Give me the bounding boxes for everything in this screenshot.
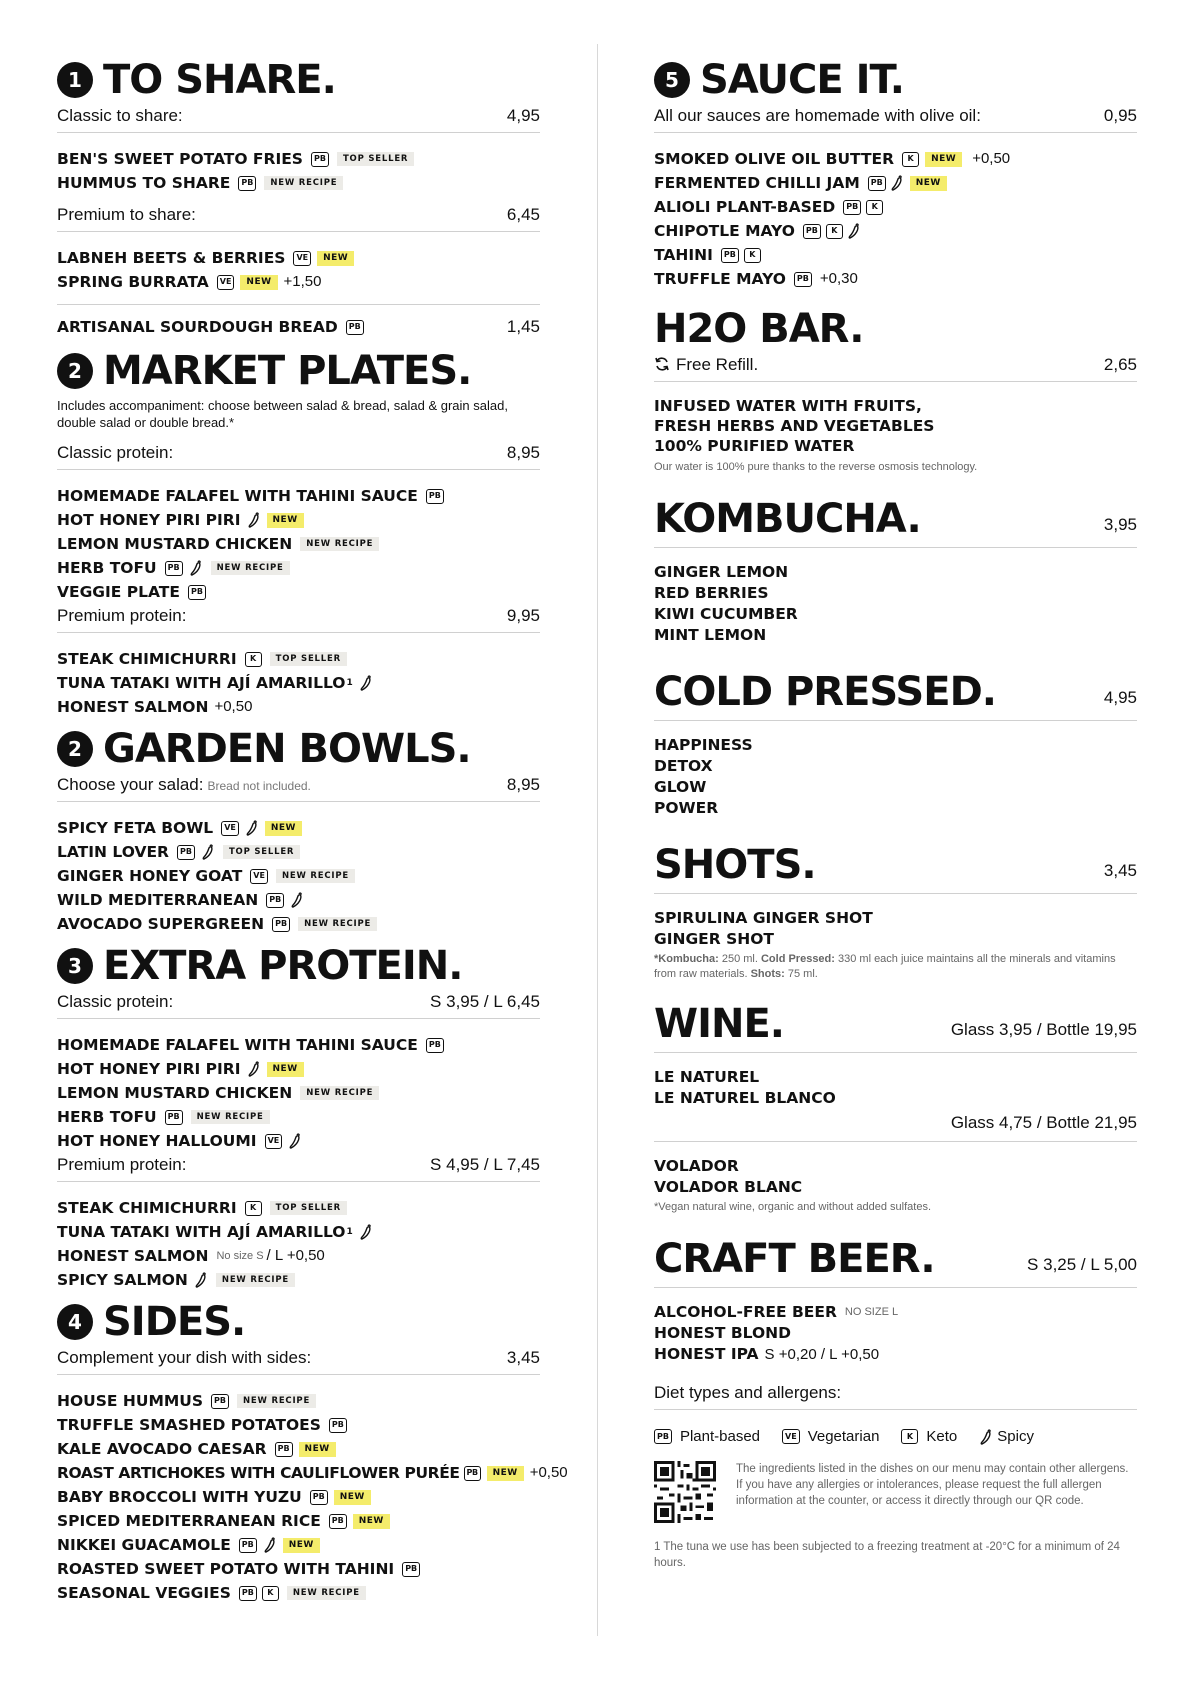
plant-based-icon: PB [868,176,886,191]
section-to-share [57,57,540,339]
section-title-text: EXTRA PROTEIN. [103,943,463,989]
price-label: Classic protein: [57,443,174,462]
price-row [654,106,1137,133]
menu-item: GINGER LEMON [654,563,789,581]
plant-based-icon: PB [311,152,329,167]
menu-item: KALE AVOCADO CAESAR PB NEW [57,1437,540,1461]
section-number: 2 [57,731,93,767]
price-value: Glass 3,95 / Bottle 19,95 [950,1020,1137,1039]
section-garden-bowls [57,726,540,936]
price-label: Classic protein: [57,992,174,1011]
section-shots [654,842,1137,982]
section-note: Includes accompaniment: choose between salad & bread, salad & grain salad, double salad or double bread.* [57,398,508,430]
section-title: CRAFT BEER. [654,1236,935,1282]
new-badge: NEW [265,821,302,836]
menu-item: HONEST IPA S +0,20 / L +0,50 [654,1345,880,1363]
menu-item: SPICY FETA BOWL VE NEW [57,816,540,840]
section-sides [57,1299,568,1605]
section-title-row [654,496,1137,548]
footnote-mark: 1 [346,1227,353,1237]
menu-item: LE NATUREL BLANCO [654,1089,836,1107]
price-label: Classic to share: [57,106,183,125]
diet-header [654,1383,1137,1410]
spicy-icon [359,1224,373,1240]
top-seller-badge: TOP SELLER [270,652,347,667]
section-number: 3 [57,948,93,984]
menu-item: AVOCADO SUPERGREEN PB NEW RECIPE [57,912,540,936]
keto-icon: K [902,152,919,167]
price-label: Complement your dish with sides: [57,1348,312,1367]
menu-item: LATIN LOVER PB TOP SELLER [57,840,540,864]
price-value: 0,95 [1103,106,1137,125]
new-recipe-badge: NEW RECIPE [300,1086,379,1101]
menu-item: VOLADOR [654,1157,739,1175]
plant-based-icon: PB [402,1562,420,1577]
menu-item: HERB TOFU PB NEW RECIPE [57,1105,540,1129]
plant-based-icon: PB [177,845,195,860]
menu-item: TAHINI PB K [654,243,1137,267]
new-badge: NEW [283,1538,320,1553]
menu-item: SPIRULINA GINGER SHOT [654,909,873,927]
price-row [57,992,540,1019]
menu-item: TRUFFLE MAYO PB +0,30 [654,267,1137,291]
section-title [654,306,1137,352]
menu-item: HONEST SALMON No size S / L +0,50 [57,1244,540,1268]
menu-item: SPRING BURRATA VE NEW +1,50 [57,270,540,294]
menu-item: LABNEH BEETS & BERRIES VE NEW [57,246,540,270]
section-title: KOMBUCHA. [654,496,921,542]
section-title [57,57,540,103]
menu-item: ALIOLI PLANT-BASED PB K [654,195,1137,219]
menu-item: ARTISANAL SOURDOUGH BREAD PB 1,45 [57,315,540,339]
top-seller-badge: TOP SELLER [223,845,300,860]
section-craft-beer [654,1236,1137,1365]
tuna-footnote: 1 The tuna we use has been subjected to a freezing treatment at -20°C for a minimum of 24 hours. [654,1541,1120,1569]
spicy-icon [245,820,259,836]
extra-price: / L +0,50 [266,1247,325,1264]
price-value: Glass 4,75 / Bottle 21,95 [654,1109,1137,1142]
price-value: 3,95 [1103,515,1137,534]
new-badge: NEW [925,152,962,167]
menu-item: HOT HONEY PIRI PIRI NEW [57,508,540,532]
menu-item: ALCOHOL-FREE BEER NO SIZE L [654,1303,899,1321]
plant-based-icon: PB [329,1514,347,1529]
new-recipe-badge: NEW RECIPE [237,1394,316,1409]
new-badge: NEW [910,176,947,191]
price-value: 9,95 [506,606,540,625]
keto-icon: K [245,652,262,667]
legend-item: Spicy [979,1428,1034,1445]
plant-based-icon: PB [426,489,444,504]
menu-item: HOT HONEY PIRI PIRI NEW [57,1057,540,1081]
new-badge: NEW [353,1514,390,1529]
menu-item: 100% PURIFIED WATER [654,437,855,455]
new-badge: NEW [267,1062,304,1077]
new-badge: NEW [487,1466,524,1481]
section-title [57,726,540,772]
price-value: S 4,95 / L 7,45 [430,1155,540,1174]
plant-based-icon: PB [165,1110,183,1125]
legend-item: PB Plant-based [654,1428,760,1445]
plant-based-icon: PB [346,320,364,335]
fine-print: *Vegan natural wine, organic and without added sulfates. [654,1201,932,1213]
section-title [57,1299,540,1345]
price-value: 8,95 [506,775,540,794]
section-number: 1 [57,62,93,98]
menu-item: LEMON MUSTARD CHICKEN NEW RECIPE [57,1081,540,1105]
menu-item: FRESH HERBS AND VEGETABLES [654,417,935,435]
item-list [57,647,540,719]
plant-based-icon: PB [211,1394,229,1409]
vegetarian-icon: VE [293,251,311,266]
no-size-note: NO SIZE L [844,1306,899,1318]
section-cold-pressed [654,669,1137,819]
price-row [57,443,540,470]
menu-item: WILD MEDITERRANEAN PB [57,888,540,912]
section-number: 4 [57,1304,93,1340]
plant-based-icon: PB [426,1038,444,1053]
extra-price: +0,50 [214,698,253,715]
section-wine [654,1001,1137,1215]
menu-item: SEASONAL VEGGIES PB K NEW RECIPE [57,1581,540,1605]
plant-based-icon: PB [310,1490,328,1505]
fine-print: *Kombucha: 250 ml. Cold Pressed: 330 ml each juice maintains all the minerals and vitamins from raw materials. Shots: 75 ml. [654,953,1116,980]
plant-based-icon: PB [239,1586,257,1601]
bread-note: Bread not included. [207,779,311,793]
new-badge: NEW [267,513,304,528]
menu-item: ROAST ARTICHOKES WITH CAULIFLOWER PURÉE PB NEW +0,50 [57,1461,540,1485]
vegetarian-icon: VE [217,275,235,290]
plant-based-icon: PB [464,1466,481,1481]
item-list [654,735,1137,819]
section-title-text: SIDES. [103,1299,246,1345]
refill-icon [654,356,670,372]
keto-icon: K [826,224,843,239]
section-title: WINE. [654,1001,784,1047]
price-label: Premium protein: [57,1155,187,1174]
item-list [57,1196,540,1292]
section-number: 5 [654,62,690,98]
plant-based-icon: PB [329,1418,347,1433]
menu-item: HOUSE HUMMUS PB NEW RECIPE [57,1389,540,1413]
item-list [57,1033,540,1153]
menu-item: HERB TOFU PB NEW RECIPE [57,556,540,580]
price-value: 6,45 [506,205,540,224]
price-row [57,606,540,633]
item-list [57,1389,568,1605]
menu-item: TUNA TATAKI WITH AJÍ AMARILLO 1 [57,671,540,695]
spicy-icon [247,1061,261,1077]
vegetarian-icon: VE [782,1429,800,1444]
menu-item: CHIPOTLE MAYO PB K [654,219,1137,243]
menu-item: STEAK CHIMICHURRI K TOP SELLER [57,1196,540,1220]
price-row [57,106,540,133]
menu-item: BEN'S SWEET POTATO FRIES PB TOP SELLER [57,147,540,171]
new-recipe-badge: NEW RECIPE [191,1110,270,1125]
spicy-icon [201,844,215,860]
section-h2o-bar [654,306,1137,475]
item-list [57,147,540,195]
plant-based-icon: PB [238,176,256,191]
item-list [654,147,1137,291]
plant-based-icon: PB [266,893,284,908]
price-value: 3,45 [506,1348,540,1367]
menu-item: HONEST BLOND [654,1324,791,1342]
section-title-row [654,842,1137,894]
new-recipe-badge: NEW RECIPE [216,1273,295,1288]
extra-price: S +0,20 / L +0,50 [764,1346,880,1363]
price-row [57,205,540,232]
section-title [57,348,540,394]
menu-item: HOMEMADE FALAFEL WITH TAHINI SAUCE PB [57,484,540,508]
menu-item: GLOW [654,778,707,796]
plant-based-icon: PB [188,585,206,600]
section-title-row [654,669,1137,721]
new-badge: NEW [240,275,277,290]
extra-price: +0,50 [972,150,1011,167]
price-row [57,1155,540,1182]
menu-item: HUMMUS TO SHARE PB NEW RECIPE [57,171,540,195]
spicy-icon [263,1537,277,1553]
menu-item: LE NATUREL [654,1068,760,1086]
qr-code-icon[interactable] [654,1461,716,1523]
diet-label: Diet types and allergens: [654,1383,842,1402]
section-title-row [654,1001,1137,1053]
allergen-disclaimer: The ingredients listed in the dishes on our menu may contain other allergens. If you have any allergies or intolerances, please request the full allergen information at the counter, or access it directly through our QR code. [736,1463,1129,1507]
price-label: Premium protein: [57,606,187,625]
price-label: Free Refill. [654,355,758,375]
section-title-text: GARDEN BOWLS. [103,726,471,772]
spicy-icon [847,223,861,239]
section-title [654,57,1137,103]
extra-price: +0,30 [819,270,858,287]
item-list [654,562,1137,646]
item-list [654,1156,1137,1198]
spicy-icon [290,892,304,908]
price-value: S 3,95 / L 6,45 [430,992,540,1011]
qr-block [654,1461,1137,1523]
new-badge: NEW [334,1490,371,1505]
price-value: 1,45 [506,317,540,336]
menu-item: SPICED MEDITERRANEAN RICE PB NEW [57,1509,540,1533]
menu-item: BABY BROCCOLI WITH YUZU PB NEW [57,1485,540,1509]
legend-item: VE Vegetarian [782,1428,879,1445]
section-number: 2 [57,353,93,389]
vegetarian-icon: VE [250,869,268,884]
spicy-icon [194,1272,208,1288]
item-list [57,484,540,604]
new-recipe-badge: NEW RECIPE [264,176,343,191]
plant-based-icon: PB [165,561,183,576]
menu-item: KIWI CUCUMBER [654,605,798,623]
extra-price: +0,50 [529,1464,568,1481]
section-title [57,943,540,989]
menu-item: HOT HONEY HALLOUMI VE [57,1129,540,1153]
plant-based-icon: PB [843,200,861,215]
menu-item: HOMEMADE FALAFEL WITH TAHINI SAUCE PB [57,1033,540,1057]
menu-item: LEMON MUSTARD CHICKEN NEW RECIPE [57,532,540,556]
menu-item: NIKKEI GUACAMOLE PB NEW [57,1533,540,1557]
keto-icon: K [901,1429,918,1444]
new-recipe-badge: NEW RECIPE [300,537,379,552]
spicy-icon [288,1133,302,1149]
plant-based-icon: PB [803,224,821,239]
new-recipe-badge: NEW RECIPE [298,917,377,932]
extra-price: +1,50 [283,273,322,290]
footnote-mark: 1 [346,678,353,688]
menu-item: HONEST SALMON +0,50 [57,695,540,719]
menu-item: SPICY SALMON NEW RECIPE [57,1268,540,1292]
plant-based-icon: PB [275,1442,293,1457]
section-title-text: TO SHARE. [103,57,336,103]
section-sauce-it [654,57,1137,291]
section-diet-types [654,1383,1137,1571]
price-label: Choose your salad: Bread not included. [57,775,311,794]
plant-based-icon: PB [794,272,812,287]
price-value: 4,95 [506,106,540,125]
menu-item: TRUFFLE SMASHED POTATOES PB [57,1413,540,1437]
section-title: SHOTS. [654,842,816,888]
section-title-text: SAUCE IT. [700,57,904,103]
price-label: Premium to share: [57,205,196,224]
spicy-icon [247,512,261,528]
price-row [57,1348,540,1375]
menu-item: GINGER SHOT [654,930,774,948]
price-value: 4,95 [1103,688,1137,707]
menu-item: STEAK CHIMICHURRI K TOP SELLER [57,647,540,671]
keto-icon: K [245,1201,262,1216]
section-market-plates [57,348,540,719]
allergen-legend [654,1428,1137,1445]
section-title: COLD PRESSED. [654,669,996,715]
section-extra-protein [57,943,540,1292]
bread-row [57,304,540,339]
section-kombucha [654,496,1137,646]
item-list [654,1302,1137,1365]
top-seller-badge: TOP SELLER [270,1201,347,1216]
no-size-note: No size S [216,1250,264,1262]
top-seller-badge: TOP SELLER [337,152,414,167]
right-column [654,57,1137,1571]
item-list [57,816,540,936]
keto-icon: K [866,200,883,215]
price-label: All our sauces are homemade with olive oil: [654,106,981,125]
menu-item: ROASTED SWEET POTATO WITH TAHINI PB [57,1557,540,1581]
price-value: 2,65 [1103,355,1137,374]
keto-icon: K [744,248,761,263]
menu-item: RED BERRIES [654,584,769,602]
section-title-text: H2O BAR. [654,306,864,352]
column-divider [597,44,598,1636]
item-list [654,908,1137,950]
menu-item: FERMENTED CHILLI JAM PB NEW [654,171,1137,195]
menu-item: HAPPINESS [654,736,753,754]
keto-icon: K [262,1586,279,1601]
price-row [654,355,1137,382]
menu-item: VEGGIE PLATE PB [57,580,540,604]
item-list [654,396,1137,456]
price-row [57,775,540,802]
price-value: S 3,25 / L 5,00 [1027,1255,1137,1274]
new-recipe-badge: NEW RECIPE [287,1586,366,1601]
section-title-row [654,1236,1137,1288]
fine-print: Our water is 100% pure thanks to the reverse osmosis technology. [654,461,978,473]
plant-based-icon: PB [239,1538,257,1553]
spicy-icon [890,175,904,191]
menu-item: MINT LEMON [654,626,767,644]
vegetarian-icon: VE [221,821,239,836]
menu-item: INFUSED WATER WITH FRUITS, [654,397,922,415]
plant-based-icon: PB [272,917,290,932]
new-recipe-badge: NEW RECIPE [276,869,355,884]
price-value: 8,95 [506,443,540,462]
legend-item: K Keto [901,1428,957,1445]
item-list [57,246,540,294]
left-column [57,57,568,1615]
menu-item: POWER [654,799,719,817]
new-badge: NEW [299,1442,336,1457]
spicy-icon [979,1429,993,1445]
vegetarian-icon: VE [265,1134,283,1149]
plant-based-icon: PB [654,1429,672,1444]
menu-item: DETOX [654,757,713,775]
menu-item: VOLADOR BLANC [654,1178,803,1196]
price-value: 3,45 [1103,861,1137,880]
spicy-icon [359,675,373,691]
section-title-text: MARKET PLATES. [103,348,472,394]
new-badge: NEW [317,251,354,266]
menu-item: SMOKED OLIVE OIL BUTTER K NEW +0,50 [654,147,1137,171]
item-list [654,1067,1137,1109]
menu-item: GINGER HONEY GOAT VE NEW RECIPE [57,864,540,888]
menu-item: TUNA TATAKI WITH AJÍ AMARILLO 1 [57,1220,540,1244]
new-recipe-badge: NEW RECIPE [211,561,290,576]
spicy-icon [189,560,203,576]
plant-based-icon: PB [721,248,739,263]
